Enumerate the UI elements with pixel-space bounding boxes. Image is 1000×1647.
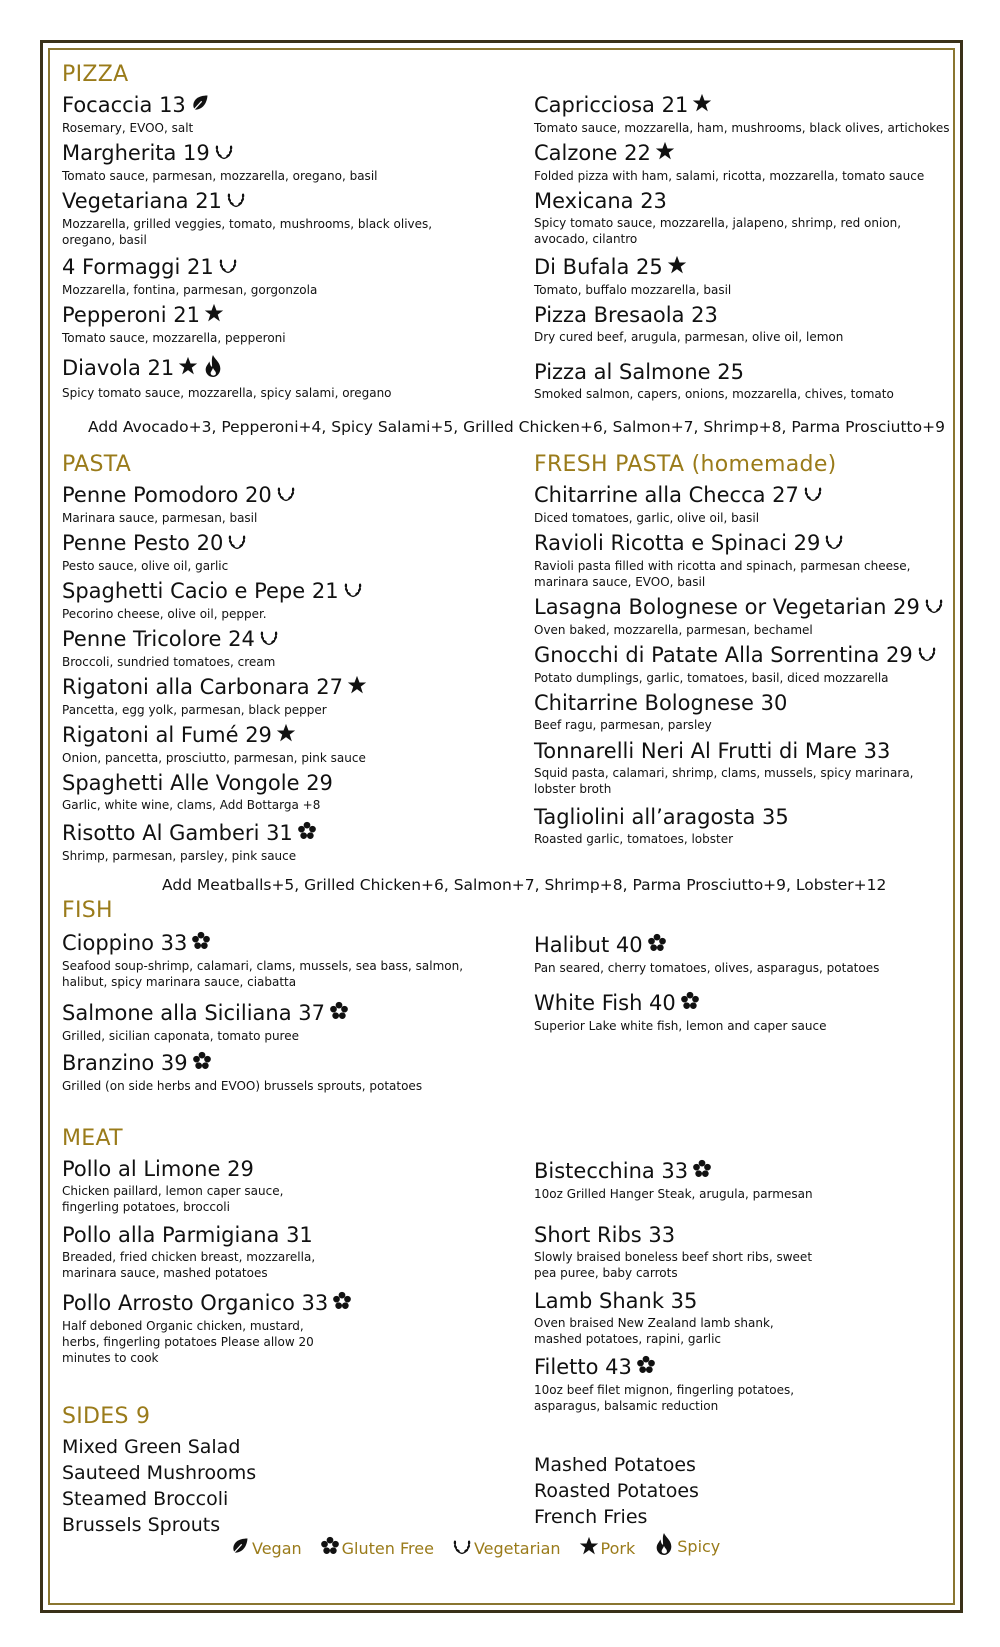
gluten-free-flower-icon <box>320 1536 342 1560</box>
side-item: Sauteed Mushrooms <box>62 1462 257 1484</box>
gluten-free-flower-icon <box>329 1001 349 1027</box>
menu-item <box>62 770 482 813</box>
legend-label: Vegetarian <box>473 1538 561 1558</box>
menu-item-title: Tonnarelli Neri Al Frutti di Mare 33 <box>534 739 891 763</box>
menu-item-name <box>534 1222 814 1248</box>
menu-item-name <box>534 92 954 119</box>
legend-item <box>320 1536 434 1560</box>
menu-item-description: Superior Lake white fish, lemon and caper sauce <box>534 1019 827 1033</box>
menu-item <box>62 1000 482 1044</box>
menu-item-name <box>534 690 954 716</box>
menu-item-title: Cioppino 33 <box>62 931 188 955</box>
menu-item <box>62 820 482 864</box>
menu-item <box>534 254 954 298</box>
vegan-leaf-icon <box>230 1536 252 1560</box>
menu-item-title: Lasagna Bolognese or Vegetarian 29 <box>534 595 920 619</box>
menu-item-description: Pancetta, egg yolk, parmesan, black pepper <box>62 703 327 717</box>
menu-item-name <box>62 188 462 215</box>
pork-star-icon <box>276 723 296 749</box>
menu-item-name <box>62 254 462 281</box>
menu-item-name <box>62 1156 332 1182</box>
spicy-flame-icon <box>653 1532 677 1560</box>
legend-label: Gluten Free <box>341 1538 434 1558</box>
menu-item-title: Capricciosa 21 <box>534 93 689 117</box>
menu-item-name <box>62 354 462 384</box>
menu-item-name <box>534 302 954 328</box>
vegetarian-laurel-icon <box>824 531 844 557</box>
menu-item-name <box>62 722 482 749</box>
menu-item-title: Penne Pesto 20 <box>62 531 224 555</box>
menu-item-name <box>534 482 954 509</box>
menu-item-name <box>62 674 482 701</box>
menu-item-description: Onion, pancetta, prosciutto, parmesan, pink sauce <box>62 751 366 765</box>
menu-item-title: Pollo al Limone 29 <box>62 1157 254 1181</box>
gluten-free-flower-icon <box>692 1159 712 1185</box>
section-heading: PASTA <box>62 452 132 477</box>
menu-item-title: Margherita 19 <box>62 141 210 165</box>
menu-item-name <box>534 804 954 830</box>
menu-item-title: Penne Tricolore 24 <box>62 627 255 651</box>
menu-item-title: Short Ribs 33 <box>534 1223 676 1247</box>
menu-item-description: Shrimp, parmesan, parsley, pink sauce <box>62 849 297 863</box>
menu-item <box>534 1288 814 1347</box>
menu-item-name <box>62 1000 482 1027</box>
menu-item-description: Ravioli pasta filled with ricotta and spinach, parmesan cheese, marinara sauce, EVOO, basil <box>534 559 911 589</box>
menu-item <box>62 92 462 136</box>
menu-item-title: Focaccia 13 <box>62 93 186 117</box>
menu-item-name <box>62 1050 482 1077</box>
vegetarian-laurel-icon <box>917 643 937 669</box>
menu-item-title: Vegetariana 21 <box>62 189 222 213</box>
menu-item-title: Tagliolini all’aragosta 35 <box>534 805 789 829</box>
legend-label: Vegan <box>252 1538 302 1558</box>
side-item: Steamed Broccoli <box>62 1488 229 1510</box>
menu-item-title: Halibut 40 <box>534 933 643 957</box>
menu-item <box>62 140 462 184</box>
menu-item <box>534 738 954 797</box>
menu-item-title: Bistecchina 33 <box>534 1159 689 1183</box>
menu-item-title: Pepperoni 21 <box>62 303 200 327</box>
menu-item-description: Marinara sauce, parmesan, basil <box>62 511 258 525</box>
menu-item <box>62 482 482 526</box>
menu-item-title: Rigatoni alla Carbonara 27 <box>62 675 344 699</box>
menu-item <box>62 1050 482 1094</box>
menu-item <box>62 1156 332 1215</box>
gluten-free-flower-icon <box>191 931 211 957</box>
menu-item-name <box>62 820 482 847</box>
legend-item <box>579 1536 636 1560</box>
menu-item-title: Pizza al Salmone 25 <box>534 360 744 384</box>
menu-item-description: Pesto sauce, olive oil, garlic <box>62 559 229 573</box>
gluten-free-flower-icon <box>647 933 667 959</box>
menu-item-name <box>534 359 954 385</box>
vegetarian-laurel-icon <box>226 189 246 215</box>
menu-item <box>62 626 482 670</box>
menu-item <box>62 1290 332 1366</box>
menu-item-description: Breaded, fried chicken breast, mozzarella, marinara sauce, mashed potatoes <box>62 1250 316 1280</box>
menu-item-title: Calzone 22 <box>534 141 651 165</box>
section-heading: PIZZA <box>62 62 129 87</box>
menu-item <box>534 1222 814 1281</box>
menu-item <box>62 722 482 766</box>
menu-item <box>62 930 482 990</box>
spicy-flame-icon <box>202 354 224 384</box>
vegetarian-laurel-icon <box>343 579 363 605</box>
gluten-free-flower-icon <box>332 1291 352 1317</box>
menu-item-title: Ravioli Ricotta e Spinaci 29 <box>534 531 821 555</box>
menu-item <box>534 690 954 733</box>
menu-item <box>62 302 462 346</box>
menu-item-name <box>534 254 954 281</box>
menu-item-description: Roasted garlic, tomatoes, lobster <box>534 832 734 846</box>
menu-item-name <box>62 1290 332 1317</box>
menu-item-name <box>534 1354 814 1381</box>
menu-item-name <box>534 642 954 669</box>
menu-item-title: Salmone alla Siciliana 37 <box>62 1001 325 1025</box>
menu-item-title: Filetto 43 <box>534 1355 632 1379</box>
menu-item-title: Lamb Shank 35 <box>534 1289 698 1313</box>
menu-item-description: Rosemary, EVOO, salt <box>62 121 194 135</box>
vegetarian-laurel-icon <box>452 1536 474 1560</box>
gluten-free-flower-icon <box>192 1051 212 1077</box>
menu-item-title: Gnocchi di Patate Alla Sorrentina 29 <box>534 643 913 667</box>
gluten-free-flower-icon <box>680 991 700 1017</box>
menu-item-description: Oven braised New Zealand lamb shank, mashed potatoes, rapini, garlic <box>534 1316 774 1346</box>
menu-item-description: Mozzarella, fontina, parmesan, gorgonzola <box>62 283 318 297</box>
pork-star-icon <box>579 1536 601 1560</box>
menu-item-title: Mexicana 23 <box>534 189 667 213</box>
menu-item-name <box>534 1158 814 1185</box>
menu-item-description: Half deboned Organic chicken, mustard, herbs, fingerling potatoes Please allow 20 minutes to cook <box>62 1319 314 1365</box>
menu-item-description: Chicken paillard, lemon caper sauce, fingerling potatoes, broccoli <box>62 1184 284 1214</box>
menu-item-description: Broccoli, sundried tomatoes, cream <box>62 655 276 669</box>
menu-item-description: Grilled (on side herbs and EVOO) brussels sprouts, potatoes <box>62 1079 423 1093</box>
menu-item-description: Grilled, sicilian caponata, tomato puree <box>62 1029 299 1043</box>
menu-item <box>62 530 482 574</box>
menu-item <box>62 578 482 622</box>
menu-item-description: Smoked salmon, capers, onions, mozzarella, chives, tomato <box>534 387 894 401</box>
menu-item <box>534 804 954 847</box>
menu-item <box>62 1222 332 1281</box>
menu-item-description: 10oz Grilled Hanger Steak, arugula, parmesan <box>534 1187 813 1201</box>
menu-item-title: Pollo alla Parmigiana 31 <box>62 1223 313 1247</box>
menu-item <box>534 1354 814 1414</box>
legend-label: Spicy <box>677 1536 721 1556</box>
menu-item-name <box>534 530 954 557</box>
menu-item <box>534 92 954 136</box>
add-ons-line: Add Meatballs+5, Grilled Chicken+6, Salmon+7, Shrimp+8, Parma Prosciutto+9, Lobster+12 <box>162 876 887 894</box>
section-heading: SIDES 9 <box>62 1404 151 1429</box>
menu-item-description: Garlic, white wine, clams, Add Bottarga +8 <box>62 798 321 812</box>
side-item: French Fries <box>534 1506 648 1528</box>
menu-item-description: Potato dumplings, garlic, tomatoes, basil, diced mozzarella <box>534 671 889 685</box>
pork-star-icon <box>347 675 367 701</box>
menu-item-description: Tomato, buffalo mozzarella, basil <box>534 283 732 297</box>
menu-item-name <box>62 578 482 605</box>
icon-legend <box>230 1532 738 1560</box>
menu-item <box>534 1158 814 1202</box>
menu-item-description: Diced tomatoes, garlic, olive oil, basil <box>534 511 760 525</box>
vegan-leaf-icon <box>190 93 210 119</box>
menu-item-name <box>62 302 462 329</box>
pork-star-icon <box>204 303 224 329</box>
legend-item <box>653 1532 720 1560</box>
section-heading: FRESH PASTA (homemade) <box>534 452 837 477</box>
menu-item-description: Dry cured beef, arugula, parmesan, olive oil, lemon <box>534 330 844 344</box>
menu-item-description: Pecorino cheese, olive oil, pepper. <box>62 607 267 621</box>
pork-star-icon <box>667 255 687 281</box>
gluten-free-flower-icon <box>297 821 317 847</box>
legend-label: Pork <box>600 1538 636 1558</box>
menu-item-description: Beef ragu, parmesan, parsley <box>534 718 712 732</box>
menu-item-name <box>62 482 482 509</box>
menu-item-description: Spicy tomato sauce, mozzarella, jalapeno, shrimp, red onion, avocado, cilantro <box>534 216 902 246</box>
vegetarian-laurel-icon <box>227 531 247 557</box>
menu-item-title: Pollo Arrosto Organico 33 <box>62 1291 329 1315</box>
menu-item-title: Diavola 21 <box>62 356 175 380</box>
vegetarian-laurel-icon <box>924 595 944 621</box>
menu-item-title: Spaghetti Alle Vongole 29 <box>62 771 333 795</box>
menu-item-description: Tomato sauce, mozzarella, pepperoni <box>62 331 286 345</box>
menu-item-name <box>534 140 954 167</box>
vegetarian-laurel-icon <box>259 627 279 653</box>
menu-item-description: Tomato sauce, parmesan, mozzarella, oregano, basil <box>62 169 378 183</box>
pork-star-icon <box>178 356 198 382</box>
menu-item-description: Squid pasta, calamari, shrimp, clams, mussels, spicy marinara, lobster broth <box>534 766 914 796</box>
menu-item-name <box>62 530 482 557</box>
menu-item-title: Pizza Bresaola 23 <box>534 303 718 327</box>
menu-item <box>534 482 954 526</box>
menu-item <box>62 354 462 401</box>
side-item: Mixed Green Salad <box>62 1436 241 1458</box>
menu-item-description: Mozzarella, grilled veggies, tomato, mushrooms, black olives, oregano, basil <box>62 217 433 247</box>
menu-item-name <box>534 738 954 764</box>
menu-item-title: White Fish 40 <box>534 991 676 1015</box>
menu-item-description: Spicy tomato sauce, mozzarella, spicy salami, oregano <box>62 386 392 400</box>
vegetarian-laurel-icon <box>218 255 238 281</box>
menu-item-description: Slowly braised boneless beef short ribs, sweet pea puree, baby carrots <box>534 1250 813 1280</box>
menu-item <box>534 990 954 1034</box>
menu-item-name <box>534 1288 814 1314</box>
menu-item-name <box>534 990 954 1017</box>
menu-item-description: Pan seared, cherry tomatoes, olives, asparagus, potatoes <box>534 961 880 975</box>
menu-item-title: Spaghetti Cacio e Pepe 21 <box>62 579 339 603</box>
menu-item-description: Folded pizza with ham, salami, ricotta, mozzarella, tomato sauce <box>534 169 925 183</box>
menu-item-name <box>62 626 482 653</box>
section-heading: FISH <box>62 898 113 923</box>
menu-item <box>534 302 954 345</box>
menu-item <box>62 188 462 248</box>
menu-item-title: Penne Pomodoro 20 <box>62 483 272 507</box>
menu-item-title: 4 Formaggi 21 <box>62 255 214 279</box>
menu-item-name <box>62 140 462 167</box>
add-ons-line: Add Avocado+3, Pepperoni+4, Spicy Salami+5, Grilled Chicken+6, Salmon+7, Shrimp+8, Parma Prosciutto+9 <box>88 418 945 436</box>
pork-star-icon <box>655 141 675 167</box>
menu-item-title: Chitarrine Bolognese 30 <box>534 691 788 715</box>
vegetarian-laurel-icon <box>214 141 234 167</box>
menu-item <box>534 188 954 247</box>
vegetarian-laurel-icon <box>276 483 296 509</box>
menu-item-name <box>534 188 954 214</box>
side-item: Roasted Potatoes <box>534 1480 699 1502</box>
menu-item <box>534 359 954 402</box>
section-heading: MEAT <box>62 1126 123 1151</box>
side-item: Brussels Sprouts <box>62 1514 221 1536</box>
menu-item-title: Rigatoni al Fumé 29 <box>62 723 272 747</box>
menu-item-title: Risotto Al Gamberi 31 <box>62 821 293 845</box>
legend-item <box>230 1536 302 1560</box>
menu-item <box>534 932 954 976</box>
menu-item-title: Chitarrine alla Checca 27 <box>534 483 799 507</box>
legend-item <box>452 1536 561 1560</box>
menu-item-name <box>62 930 482 957</box>
menu-item <box>534 642 954 686</box>
menu-item-name <box>62 770 482 796</box>
menu-item-description: Tomato sauce, mozzarella, ham, mushrooms, black olives, artichokes <box>534 121 950 135</box>
vegetarian-laurel-icon <box>803 483 823 509</box>
menu-item-description: Seafood soup-shrimp, calamari, clams, mussels, sea bass, salmon, halibut, spicy marinara sauce, ciabatta <box>62 959 464 989</box>
menu-item-name <box>62 92 462 119</box>
side-item: Mashed Potatoes <box>534 1454 696 1476</box>
menu-item-name <box>62 1222 332 1248</box>
menu-item <box>62 254 462 298</box>
menu-item <box>534 594 954 638</box>
pork-star-icon <box>692 93 712 119</box>
gluten-free-flower-icon <box>636 1355 656 1381</box>
menu-item-description: Oven baked, mozzarella, parmesan, bechamel <box>534 623 813 637</box>
menu-item-name <box>534 594 954 621</box>
menu-item-title: Di Bufala 25 <box>534 255 663 279</box>
menu-item-name <box>534 932 954 959</box>
menu-item-title: Branzino 39 <box>62 1051 188 1075</box>
menu-item <box>62 674 482 718</box>
menu-item-description: 10oz beef filet mignon, fingerling potatoes, asparagus, balsamic reduction <box>534 1383 795 1413</box>
menu-item <box>534 140 954 184</box>
menu-item <box>534 530 954 590</box>
